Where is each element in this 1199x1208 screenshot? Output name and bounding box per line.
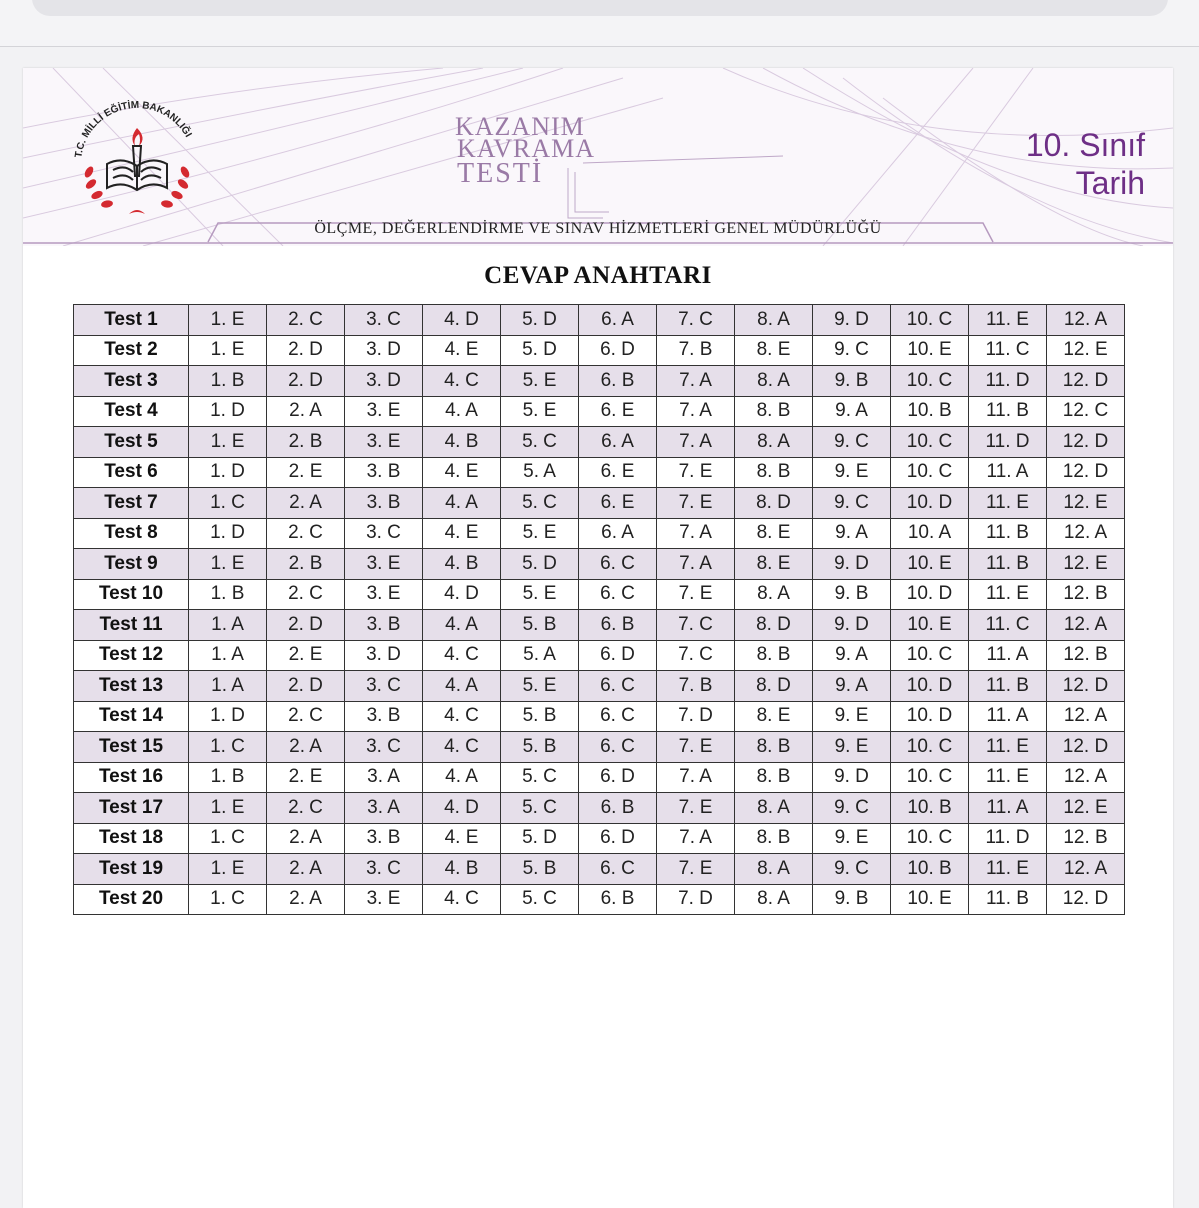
document-page	[23, 68, 1173, 1208]
answer-cell: 1. A	[189, 671, 267, 702]
answer-cell: 1. D	[189, 396, 267, 427]
answer-cell: 10. C	[891, 457, 969, 488]
answer-cell: 6. E	[579, 396, 657, 427]
answer-cell: 1. C	[189, 884, 267, 915]
answer-cell: 4. E	[423, 457, 501, 488]
answer-cell: 2. D	[267, 366, 345, 397]
answer-cell: 7. C	[657, 640, 735, 671]
answer-cell: 3. B	[345, 488, 423, 519]
answer-cell: 7. C	[657, 305, 735, 336]
table-row	[74, 854, 1125, 885]
answer-cell: 9. D	[813, 305, 891, 336]
table-row	[74, 671, 1125, 702]
answer-cell: 4. A	[423, 396, 501, 427]
answer-cell: 5. A	[501, 457, 579, 488]
answer-cell: 11. B	[969, 518, 1047, 549]
answer-cell: 4. D	[423, 305, 501, 336]
answer-cell: 8. A	[735, 854, 813, 885]
test-name-cell: Test 18	[74, 823, 189, 854]
brand-line-2: KAVRAMA	[457, 134, 595, 163]
answer-cell: 9. C	[813, 793, 891, 824]
answer-cell: 2. A	[267, 884, 345, 915]
answer-cell: 8. A	[735, 427, 813, 458]
test-name-cell: Test 19	[74, 854, 189, 885]
answer-cell: 12. D	[1047, 427, 1125, 458]
answer-cell: 10. D	[891, 579, 969, 610]
answer-cell: 6. E	[579, 457, 657, 488]
answer-cell: 9. B	[813, 884, 891, 915]
answer-cell: 7. E	[657, 732, 735, 763]
answer-cell: 6. B	[579, 610, 657, 641]
answer-cell: 5. A	[501, 640, 579, 671]
answer-cell: 9. C	[813, 488, 891, 519]
table-row	[74, 884, 1125, 915]
answer-cell: 1. E	[189, 854, 267, 885]
answer-cell: 9. D	[813, 549, 891, 580]
answer-cell: 5. B	[501, 732, 579, 763]
answer-cell: 11. E	[969, 762, 1047, 793]
answer-cell: 10. C	[891, 366, 969, 397]
table-row	[74, 305, 1125, 336]
answer-cell: 12. D	[1047, 732, 1125, 763]
answer-cell: 8. D	[735, 671, 813, 702]
answer-cell: 10. E	[891, 549, 969, 580]
answer-cell: 8. E	[735, 335, 813, 366]
answer-cell: 11. E	[969, 854, 1047, 885]
answer-cell: 2. A	[267, 732, 345, 763]
answer-cell: 2. E	[267, 457, 345, 488]
answer-cell: 2. D	[267, 335, 345, 366]
document-header	[23, 68, 1173, 246]
answer-cell: 12. D	[1047, 671, 1125, 702]
answer-cell: 11. E	[969, 579, 1047, 610]
answer-cell: 7. A	[657, 762, 735, 793]
answer-cell: 12. E	[1047, 335, 1125, 366]
answer-cell: 9. A	[813, 518, 891, 549]
answer-cell: 8. E	[735, 701, 813, 732]
answer-cell: 5. D	[501, 549, 579, 580]
table-row	[74, 732, 1125, 763]
answer-cell: 3. E	[345, 396, 423, 427]
answer-cell: 1. E	[189, 305, 267, 336]
answer-cell: 11. A	[969, 793, 1047, 824]
answer-cell: 2. A	[267, 854, 345, 885]
answer-cell: 10. E	[891, 884, 969, 915]
table-row	[74, 640, 1125, 671]
answer-cell: 10. B	[891, 854, 969, 885]
answer-cell: 7. E	[657, 457, 735, 488]
test-name-cell: Test 6	[74, 457, 189, 488]
answer-key-table	[73, 304, 1125, 915]
answer-cell: 10. D	[891, 671, 969, 702]
answer-cell: 4. C	[423, 366, 501, 397]
answer-cell: 5. C	[501, 488, 579, 519]
answer-cell: 12. A	[1047, 854, 1125, 885]
answer-cell: 11. B	[969, 884, 1047, 915]
answer-cell: 3. E	[345, 427, 423, 458]
answer-cell: 7. E	[657, 793, 735, 824]
address-bar[interactable]	[32, 0, 1168, 16]
answer-cell: 7. A	[657, 366, 735, 397]
brand-line-3: TESTİ	[457, 158, 544, 189]
test-name-cell: Test 9	[74, 549, 189, 580]
answer-cell: 2. E	[267, 640, 345, 671]
answer-cell: 12. A	[1047, 518, 1125, 549]
answer-cell: 6. C	[579, 549, 657, 580]
answer-cell: 3. E	[345, 884, 423, 915]
answer-cell: 6. C	[579, 854, 657, 885]
table-row	[74, 549, 1125, 580]
table-row	[74, 396, 1125, 427]
answer-cell: 4. D	[423, 579, 501, 610]
answer-cell: 8. E	[735, 518, 813, 549]
answer-cell: 2. B	[267, 427, 345, 458]
answer-cell: 12. A	[1047, 305, 1125, 336]
answer-cell: 2. C	[267, 793, 345, 824]
answer-cell: 5. D	[501, 823, 579, 854]
answer-cell: 9. B	[813, 579, 891, 610]
answer-cell: 4. B	[423, 854, 501, 885]
answer-cell: 3. C	[345, 854, 423, 885]
answer-cell: 10. C	[891, 427, 969, 458]
answer-cell: 10. A	[891, 518, 969, 549]
test-name-cell: Test 3	[74, 366, 189, 397]
answer-cell: 7. D	[657, 701, 735, 732]
answer-cell: 1. C	[189, 488, 267, 519]
answer-cell: 12. D	[1047, 457, 1125, 488]
answer-cell: 5. D	[501, 335, 579, 366]
answer-cell: 1. D	[189, 518, 267, 549]
answer-cell: 7. D	[657, 884, 735, 915]
answer-cell: 9. D	[813, 762, 891, 793]
answer-cell: 1. B	[189, 579, 267, 610]
answer-cell: 6. C	[579, 732, 657, 763]
answer-cell: 4. A	[423, 610, 501, 641]
table-row	[74, 762, 1125, 793]
answer-cell: 8. A	[735, 366, 813, 397]
answer-cell: 6. B	[579, 366, 657, 397]
answer-cell: 7. A	[657, 823, 735, 854]
answer-cell: 10. C	[891, 732, 969, 763]
answer-cell: 10. C	[891, 762, 969, 793]
answer-cell: 11. A	[969, 640, 1047, 671]
answer-cell: 1. D	[189, 701, 267, 732]
answer-cell: 8. D	[735, 488, 813, 519]
answer-cell: 4. A	[423, 488, 501, 519]
answer-cell: 3. C	[345, 518, 423, 549]
answer-cell: 12. A	[1047, 610, 1125, 641]
answer-cell: 1. E	[189, 427, 267, 458]
answer-cell: 8. A	[735, 884, 813, 915]
answer-cell: 5. E	[501, 518, 579, 549]
answer-cell: 12. E	[1047, 488, 1125, 519]
answer-cell: 2. C	[267, 305, 345, 336]
answer-cell: 3. B	[345, 457, 423, 488]
answer-cell: 5. D	[501, 305, 579, 336]
ministry-unit: ÖLÇME, DEĞERLENDİRME VE SINAV HİZMETLERİ GENEL MÜDÜRLÜĞÜ	[314, 220, 882, 237]
answer-cell: 11. B	[969, 549, 1047, 580]
answer-cell: 9. E	[813, 701, 891, 732]
answer-cell: 7. C	[657, 610, 735, 641]
answer-cell: 2. A	[267, 396, 345, 427]
answer-cell: 11. D	[969, 823, 1047, 854]
test-name-cell: Test 1	[74, 305, 189, 336]
emblem-text: T.C. MİLLİ EĞİTİM BAKANLIĞI	[73, 99, 194, 159]
answer-cell: 8. A	[735, 793, 813, 824]
answer-cell: 2. B	[267, 549, 345, 580]
answer-cell: 6. D	[579, 823, 657, 854]
brand-line-1: KAZANIM	[455, 112, 585, 141]
test-name-cell: Test 14	[74, 701, 189, 732]
answer-cell: 1. A	[189, 610, 267, 641]
test-name-cell: Test 17	[74, 793, 189, 824]
answer-cell: 7. B	[657, 335, 735, 366]
answer-cell: 6. E	[579, 488, 657, 519]
answer-cell: 6. C	[579, 671, 657, 702]
answer-cell: 10. D	[891, 488, 969, 519]
answer-cell: 3. D	[345, 640, 423, 671]
answer-cell: 8. B	[735, 762, 813, 793]
answer-cell: 12. A	[1047, 762, 1125, 793]
answer-cell: 11. A	[969, 701, 1047, 732]
answer-cell: 5. B	[501, 701, 579, 732]
answer-cell: 10. B	[891, 396, 969, 427]
answer-cell: 4. D	[423, 793, 501, 824]
browser-top-bar	[0, 0, 1199, 47]
answer-cell: 11. C	[969, 335, 1047, 366]
answer-cell: 6. A	[579, 305, 657, 336]
answer-cell: 9. B	[813, 366, 891, 397]
answer-cell: 9. C	[813, 854, 891, 885]
answer-cell: 10. E	[891, 610, 969, 641]
answer-cell: 2. A	[267, 823, 345, 854]
answer-cell: 12. A	[1047, 701, 1125, 732]
answer-cell: 2. A	[267, 488, 345, 519]
answer-cell: 6. D	[579, 762, 657, 793]
answer-cell: 5. E	[501, 396, 579, 427]
test-name-cell: Test 11	[74, 610, 189, 641]
answer-cell: 9. C	[813, 427, 891, 458]
answer-cell: 11. E	[969, 488, 1047, 519]
answer-cell: 3. A	[345, 762, 423, 793]
answer-cell: 8. A	[735, 579, 813, 610]
table-row	[74, 793, 1125, 824]
answer-cell: 3. B	[345, 823, 423, 854]
answer-cell: 1. A	[189, 640, 267, 671]
answer-cell: 6. D	[579, 640, 657, 671]
answer-cell: 9. E	[813, 823, 891, 854]
answer-cell: 2. C	[267, 701, 345, 732]
answer-cell: 6. A	[579, 518, 657, 549]
answer-cell: 10. D	[891, 701, 969, 732]
answer-cell: 3. E	[345, 579, 423, 610]
answer-cell: 6. C	[579, 701, 657, 732]
answer-cell: 4. C	[423, 884, 501, 915]
answer-cell: 3. A	[345, 793, 423, 824]
answer-cell: 3. C	[345, 671, 423, 702]
answer-cell: 3. C	[345, 732, 423, 763]
table-row	[74, 457, 1125, 488]
answer-cell: 4. B	[423, 427, 501, 458]
answer-cell: 12. D	[1047, 366, 1125, 397]
answer-cell: 8. B	[735, 396, 813, 427]
test-name-cell: Test 15	[74, 732, 189, 763]
answer-cell: 7. E	[657, 854, 735, 885]
answer-cell: 3. D	[345, 366, 423, 397]
answer-cell: 2. C	[267, 579, 345, 610]
answer-cell: 3. E	[345, 549, 423, 580]
grade-label: 10. Sınıf	[1025, 127, 1145, 163]
answer-cell: 7. E	[657, 579, 735, 610]
answer-cell: 1. C	[189, 823, 267, 854]
answer-cell: 1. C	[189, 732, 267, 763]
answer-cell: 8. E	[735, 549, 813, 580]
answer-cell: 9. C	[813, 335, 891, 366]
answer-cell: 11. E	[969, 305, 1047, 336]
test-name-cell: Test 7	[74, 488, 189, 519]
table-row	[74, 610, 1125, 641]
answer-cell: 4. A	[423, 671, 501, 702]
answer-cell: 7. A	[657, 427, 735, 458]
answer-cell: 4. C	[423, 701, 501, 732]
test-name-cell: Test 8	[74, 518, 189, 549]
answer-cell: 6. A	[579, 427, 657, 458]
ministry-emblem	[67, 94, 207, 224]
table-row	[74, 427, 1125, 458]
answer-cell: 10. C	[891, 305, 969, 336]
answer-cell: 1. D	[189, 457, 267, 488]
answer-cell: 6. C	[579, 579, 657, 610]
answer-cell: 7. A	[657, 549, 735, 580]
answer-cell: 11. D	[969, 427, 1047, 458]
answer-cell: 4. E	[423, 518, 501, 549]
answer-cell: 1. B	[189, 762, 267, 793]
answer-cell: 9. D	[813, 610, 891, 641]
answer-cell: 2. D	[267, 671, 345, 702]
answer-cell: 11. B	[969, 671, 1047, 702]
answer-cell: 7. A	[657, 396, 735, 427]
answer-cell: 5. E	[501, 671, 579, 702]
answer-cell: 11. C	[969, 610, 1047, 641]
table-row	[74, 518, 1125, 549]
grade-subject	[1026, 126, 1145, 202]
answer-cell: 12. E	[1047, 549, 1125, 580]
answer-cell: 7. B	[657, 671, 735, 702]
answer-cell: 7. E	[657, 488, 735, 519]
answer-cell: 10. C	[891, 640, 969, 671]
answer-cell: 1. B	[189, 366, 267, 397]
answer-cell: 5. B	[501, 610, 579, 641]
document-title: CEVAP ANAHTARI	[484, 262, 712, 289]
answer-cell: 1. E	[189, 335, 267, 366]
answer-cell: 12. B	[1047, 823, 1125, 854]
answer-cell: 10. B	[891, 793, 969, 824]
answer-cell: 2. C	[267, 518, 345, 549]
test-name-cell: Test 5	[74, 427, 189, 458]
table-row	[74, 488, 1125, 519]
answer-cell: 5. B	[501, 854, 579, 885]
answer-cell: 3. B	[345, 610, 423, 641]
answer-cell: 9. A	[813, 640, 891, 671]
answer-cell: 12. D	[1047, 884, 1125, 915]
answer-cell: 3. D	[345, 335, 423, 366]
answer-cell: 4. E	[423, 823, 501, 854]
answer-cell: 5. E	[501, 579, 579, 610]
answer-cell: 6. B	[579, 884, 657, 915]
answer-cell: 8. B	[735, 640, 813, 671]
answer-cell: 8. B	[735, 457, 813, 488]
answer-cell: 6. D	[579, 335, 657, 366]
answer-cell: 4. B	[423, 549, 501, 580]
answer-cell: 8. B	[735, 732, 813, 763]
answer-cell: 6. B	[579, 793, 657, 824]
answer-cell: 3. B	[345, 701, 423, 732]
answer-cell: 5. C	[501, 762, 579, 793]
answer-cell: 12. E	[1047, 793, 1125, 824]
answer-cell: 8. A	[735, 305, 813, 336]
test-name-cell: Test 20	[74, 884, 189, 915]
answer-cell: 11. E	[969, 732, 1047, 763]
test-name-cell: Test 10	[74, 579, 189, 610]
table-row	[74, 701, 1125, 732]
answer-cell: 8. B	[735, 823, 813, 854]
table-row	[74, 579, 1125, 610]
answer-cell: 1. E	[189, 793, 267, 824]
test-name-cell: Test 12	[74, 640, 189, 671]
answer-cell: 12. B	[1047, 579, 1125, 610]
table-row	[74, 366, 1125, 397]
table-row	[74, 335, 1125, 366]
test-name-cell: Test 13	[74, 671, 189, 702]
answer-cell: 12. B	[1047, 640, 1125, 671]
answer-cell: 10. C	[891, 823, 969, 854]
answer-cell: 5. C	[501, 793, 579, 824]
answer-cell: 9. A	[813, 671, 891, 702]
answer-cell: 4. C	[423, 732, 501, 763]
subject-label: Tarih	[1075, 165, 1145, 201]
answer-cell: 10. E	[891, 335, 969, 366]
answer-cell: 11. B	[969, 396, 1047, 427]
answer-cell: 11. D	[969, 366, 1047, 397]
test-name-cell: Test 16	[74, 762, 189, 793]
table-row	[74, 823, 1125, 854]
answer-cell: 5. C	[501, 884, 579, 915]
answer-cell: 4. A	[423, 762, 501, 793]
answer-cell: 3. C	[345, 305, 423, 336]
answer-cell: 5. E	[501, 366, 579, 397]
answer-cell: 1. E	[189, 549, 267, 580]
answer-cell: 12. C	[1047, 396, 1125, 427]
test-name-cell: Test 4	[74, 396, 189, 427]
test-name-cell: Test 2	[74, 335, 189, 366]
answer-cell: 8. D	[735, 610, 813, 641]
answer-cell: 5. C	[501, 427, 579, 458]
answer-cell: 4. C	[423, 640, 501, 671]
answer-cell: 9. A	[813, 396, 891, 427]
answer-cell: 7. A	[657, 518, 735, 549]
answer-cell: 2. D	[267, 610, 345, 641]
answer-cell: 4. E	[423, 335, 501, 366]
answer-cell: 9. E	[813, 457, 891, 488]
answer-cell: 2. E	[267, 762, 345, 793]
answer-cell: 11. A	[969, 457, 1047, 488]
answer-cell: 9. E	[813, 732, 891, 763]
